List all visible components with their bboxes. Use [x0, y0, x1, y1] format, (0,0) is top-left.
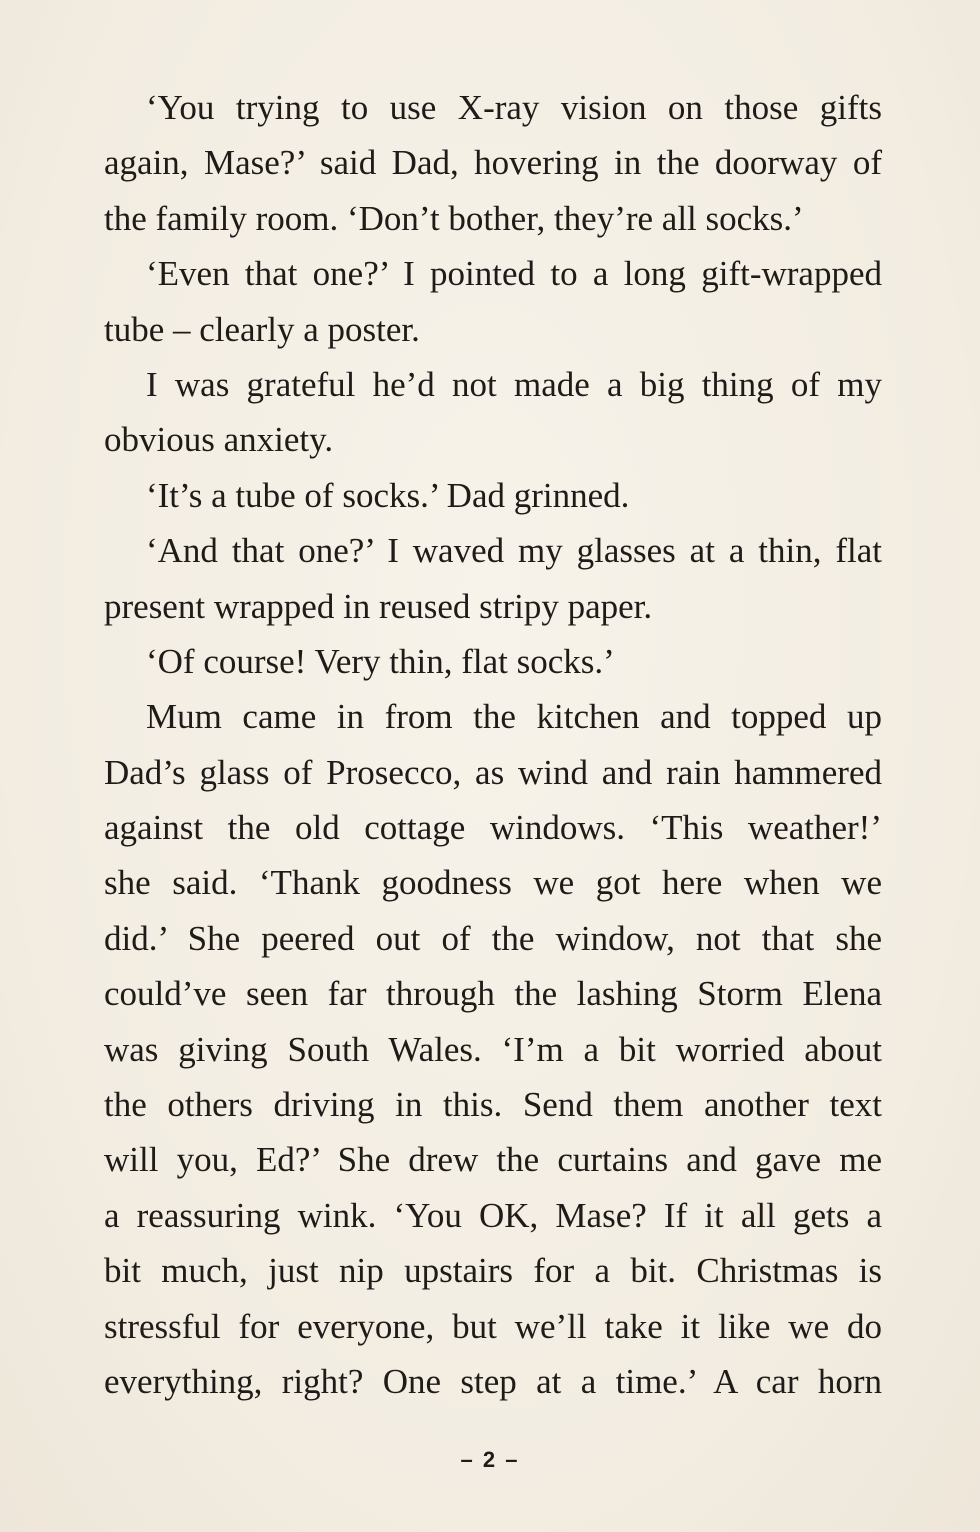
text-line: ‘Even that one?’ I pointed to a long gift-wrapped: [146, 254, 882, 294]
text-line: was giving South Wales. ‘I’m a bit worried about: [104, 1029, 882, 1069]
body-text: [104, 80, 882, 1409]
text-line: against the old cottage windows. ‘This weather!’: [104, 808, 882, 848]
text-line: could’ve seen far through the lashing Storm Elena: [104, 974, 882, 1014]
text-line: obvious anxiety.: [104, 420, 334, 460]
text-line: she said. ‘Thank goodness we got here when we: [104, 863, 882, 903]
text-line: I was grateful he’d not made a big thing of my: [146, 364, 882, 404]
text-line: bit much, just nip upstairs for a bit. Christmas is: [104, 1251, 882, 1291]
text-line: the others driving in this. Send them another text: [104, 1085, 882, 1125]
text-line: a reassuring wink. ‘You OK, Mase? If it all gets a: [104, 1195, 882, 1235]
text-line: present wrapped in reused stripy paper.: [104, 586, 653, 626]
text-line: stressful for everyone, but we’ll take it like we do: [104, 1306, 882, 1346]
text-line: ‘You trying to use X-ray vision on those gifts: [146, 88, 882, 127]
text-line: ‘And that one?’ I waved my glasses at a thin, flat: [146, 531, 882, 571]
text-line: Mum came in from the kitchen and topped up: [146, 697, 882, 737]
text-line: did.’ She peered out of the window, not that she: [104, 918, 882, 958]
text-line: Dad’s glass of Prosecco, as wind and rain hammered: [104, 752, 882, 792]
text-line: again, Mase?’ said Dad, hovering in the doorway of: [104, 143, 882, 183]
text-line: will you, Ed?’ She drew the curtains and gave me: [104, 1140, 882, 1180]
text-line: the family room. ‘Don’t bother, they’re all socks.’: [104, 198, 804, 238]
text-line: ‘It’s a tube of socks.’ Dad grinned.: [146, 475, 630, 515]
text-line: ‘Of course! Very thin, flat socks.’: [146, 641, 615, 681]
text-line: tube – clearly a poster.: [104, 309, 420, 349]
page-number: – 2 –: [460, 1447, 520, 1472]
text-line: everything, right? One step at a time.’ A car horn: [104, 1361, 882, 1401]
